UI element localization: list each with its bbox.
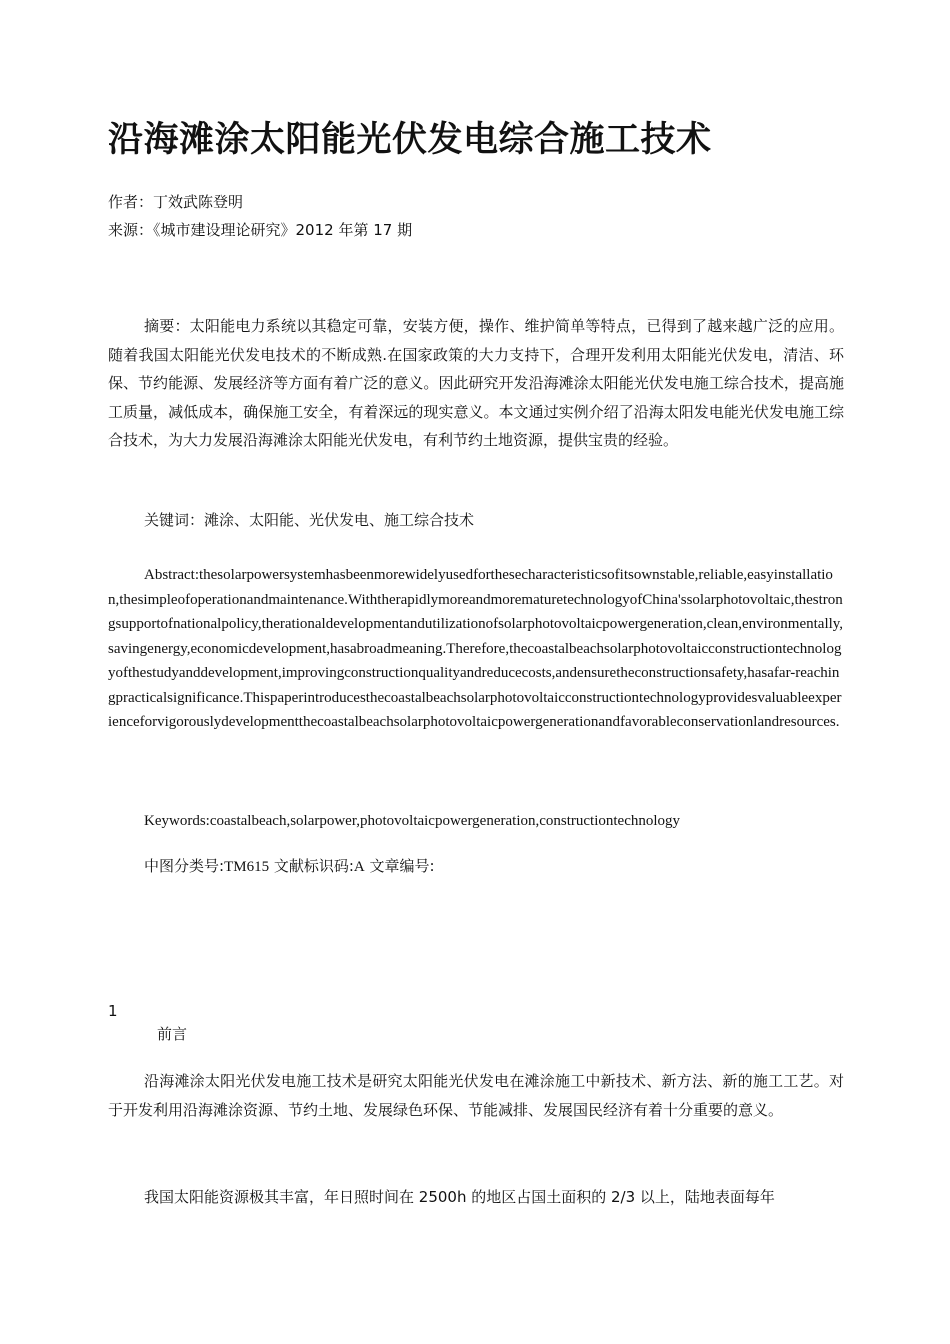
source-line: 来源：《城市建设理论研究》2012 年第 17 期: [108, 221, 413, 239]
document-title: 沿海滩涂太阳能光伏发电综合施工技术: [108, 120, 712, 160]
doc-code-value: A: [353, 859, 365, 875]
clc-label: 中图分类号:: [144, 857, 225, 875]
keywords-chinese: 关键词：滩涂、太阳能、光伏发电、施工综合技术: [144, 511, 475, 529]
article-number-label: 文章编号:: [364, 857, 435, 875]
doc-code-label: 文献标识码:: [269, 857, 354, 875]
clc-value: TM615: [224, 859, 270, 875]
section-title: 前言: [157, 1025, 188, 1043]
intro-paragraph-2: 我国太阳能资源极其丰富，年日照时间在 2500h 的地区占国土面积的 2/3 以上，陆地表面每年: [144, 1188, 775, 1206]
keywords-english: Keywords:coastalbeach,solarpower,photovoltaicpowergeneration,constructiontechnology: [144, 813, 681, 829]
abstract-english: Abstract:thesolarpowersystemhasbeenmorewidelyusedforthesecharacteristicsofitsownstable,reliable,easyinstallation,thesimpleofoperationandmaintenance.WiththerapidlymoreandmorematuretechnologyofChina'ssolarphotovoltaic,thestrongsupportofnationalpolicy,therationaldevelopmentandutilizationofsolarphotovoltaicpowergeneration,clean,environmentally,savingenergy,economicdevelopment,hasabroadmeaning.Therefore,thecoastalbeachsolarphotovoltaicconstructiontechnologyofthestudyanddevelopment,improvingconstructionqualityandreducecosts,andensuretheconstructionsafety,hasafar-reachingpracticalsignificance.Thispaperintroducesthecoastalbeachsolarphotovoltaicconstructiontechnologyprovidesvaluableexperienceforvigorouslydevelopmentthecoastalbeachsolarphotovoltaicpowergenerationandfavorableconservationlandresources.: [108, 567, 844, 730]
section-number: 1: [108, 1002, 118, 1020]
author-line: 作者：丁效武陈登明: [108, 193, 244, 211]
abstract-chinese: 摘要：太阳能电力系统以其稳定可靠，安装方便，操作、维护简单等特点，已得到了越来越广泛的应用。随着我国太阳能光伏发电技术的不断成熟.在国家政策的大力支持下，合理开发利用太阳能光伏发电，清洁、环保、节约能源、发展经济等方面有着广泛的意义。因此研究开发沿海滩涂太阳能光伏发电施工综合技术，提高施工质量，减低成本，确保施工安全，有着深远的现实意义。本文通过实例介绍了沿海太阳发电能光伏发电施工综合技术，为大力发展沿海滩涂太阳能光伏发电，有利节约土地资源，提供宝贵的经验。: [108, 317, 844, 449]
classification-line: [108, 852, 844, 882]
intro-paragraph-1: 沿海滩涂太阳光伏发电施工技术是研究太阳能光伏发电在滩涂施工中新技术、新方法、新的施工工艺。对于开发利用沿海滩涂资源、节约土地、发展绿色环保、节能减排、发展国民经济有着十分重要的意义。: [108, 1072, 844, 1119]
